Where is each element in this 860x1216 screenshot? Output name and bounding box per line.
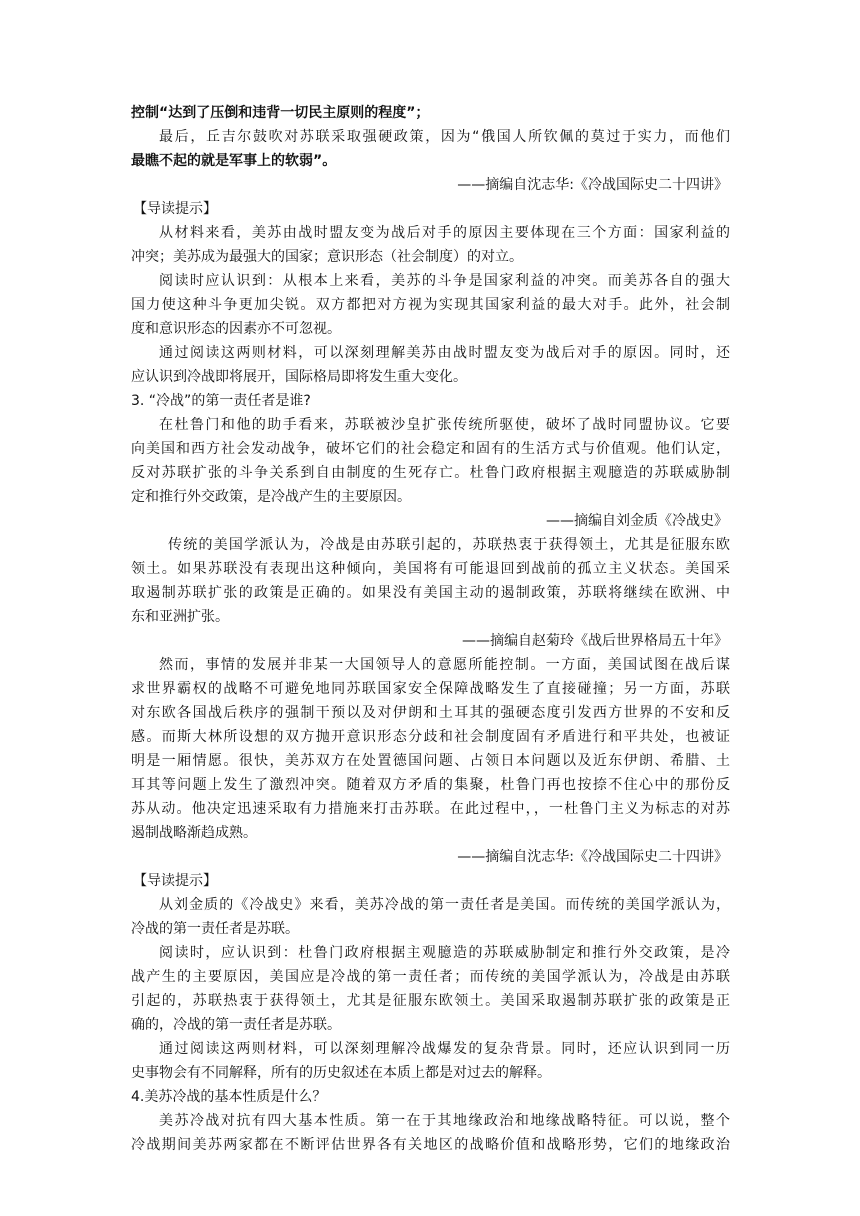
- text-line: 冷战的第一责任者是苏联。: [131, 921, 299, 937]
- text-line: 冲突；美苏成为最强大的国家；意识形态（社会制度）的对立。: [131, 249, 523, 265]
- text-line: 国力使这种斗争更加尖锐。双方都把对方视为实现其国家利益的最大对手。此外，社会制: [131, 297, 730, 313]
- text-line: 确的，冷战的第一责任者是苏联。: [131, 1017, 341, 1033]
- text-line: 控制“达到了压倒和违背一切民主原则的程度”；: [131, 105, 430, 121]
- text-line: 领土。如果苏联没有表现出这种倾向，美国将有可能退回到战前的孤立主义状态。美国采: [131, 561, 730, 577]
- text-line: 取遏制苏联扩张的政策是正确的。如果没有美国主动的遏制政策，苏联将继续在欧洲、中: [131, 585, 730, 601]
- text-line: 通过阅读这两则材料，可以深刻理解冷战爆发的复杂背景。同时，还应认识到同一历: [159, 1041, 730, 1057]
- text-line: 在杜鲁门和他的助手看来，苏联被沙皇扩张传统所驱使，破坏了战时同盟协议。它要: [159, 417, 730, 433]
- question-heading: 3. “冷战”的第一责任者是谁?: [131, 393, 311, 409]
- text-line: 定和推行外交政策，是冷战产生的主要原因。: [131, 489, 411, 505]
- text-line: 引起的，苏联热衷于获得领土，尤其是征服东欧领土。美国采取遏制苏联扩张的政策是正: [131, 993, 730, 1009]
- text-line: 应认识到冷战即将展开，国际格局即将发生重大变化。: [131, 369, 467, 385]
- text-line: 向美国和西方社会发动战争，破坏它们的社会稳定和固有的生活方式与价值观。他们认定，: [131, 441, 730, 457]
- text-line: 度和意识形态的因素亦不可忽视。: [131, 321, 341, 337]
- text-line: 东和亚洲扩张。: [131, 609, 229, 625]
- text-line: 苏从动。他决定迅速采取有力措施来打击苏联。在此过程中，，一杜鲁门主义为标志的对苏: [131, 801, 730, 817]
- text-line: 耳其等问题上发生了激烈冲突。随着双方矛盾的集聚，杜鲁门再也按捺不住心中的那份反: [131, 777, 730, 793]
- text-line: 传统的美国学派认为，冷战是由苏联引起的，苏联热衷于获得领土，尤其是征服东欧: [168, 537, 730, 553]
- text-line: 求世界霸权的战略不可避免地同苏联国家安全保障战略发生了直接碰撞；另一方面，苏联: [131, 681, 730, 697]
- source-citation: ——摘编自沈志华:《冷战国际史二十四讲》: [457, 849, 728, 865]
- text-line: 从刘金质的《冷战史》来看，美苏冷战的第一责任者是美国。而传统的美国学派认为，: [159, 897, 730, 913]
- text-line: 战产生的主要原因，美国应是冷战的第一责任者；而传统的美国学派认为，冷战是由苏联: [131, 969, 730, 985]
- text-line: 阅读时，应认识到：杜鲁门政府根据主观臆造的苏联威胁制定和推行外交政策，是冷: [159, 945, 730, 961]
- source-citation: ——摘编自沈志华:《冷战国际史二十四讲》: [457, 177, 728, 193]
- section-heading: 【导读提示】: [133, 201, 217, 217]
- text-line: 明是一厢情愿。很快，美苏双方在处置德国问题、占领日本问题以及近东伊朗、希腊、土: [131, 753, 730, 769]
- text-line: 最瞧不起的就是军事上的软弱”。: [131, 153, 337, 169]
- text-line: 对东欧各国战后秩序的强制干预以及对伊朗和土耳其的强硬态度引发西方世界的不安和反: [131, 705, 730, 721]
- text-line: 然而，事情的发展并非某一大国领导人的意愿所能控制。一方面，美国试图在战后谋: [159, 657, 730, 673]
- source-citation: ——摘编自刘金质《冷战史》: [546, 513, 728, 529]
- text-line: 最后，丘吉尔鼓吹对苏联采取强硬政策，因为“俄国人所钦佩的莫过于实力，而他们: [159, 129, 730, 145]
- section-heading: 【导读提示】: [133, 873, 217, 889]
- text-line: 阅读时应认识到：从根本上来看，美苏的斗争是国家利益的冲突。而美苏各自的强大: [159, 273, 730, 289]
- question-heading: 4.美苏冷战的基本性质是什么？: [131, 1089, 327, 1105]
- text-line: 美苏冷战对抗有四大基本性质。第一在于其地缘政治和地缘战略特征。可以说，整个: [159, 1113, 730, 1129]
- text-line: 通过阅读这两则材料，可以深刻理解美苏由战时盟友变为战后对手的原因。同时，还: [159, 345, 730, 361]
- text-line: 遏制战略渐趋成熟。: [131, 825, 257, 841]
- text-line: 反对苏联扩张的斗争关系到自由制度的生死存亡。杜鲁门政府根据主观臆造的苏联威胁制: [131, 465, 730, 481]
- text-line: 史事物会有不同解释，所有的历史叙述在本质上都是对过去的解释。: [131, 1065, 551, 1081]
- text-line: 感。而斯大林所设想的双方抛开意识形态分歧和社会制度固有矛盾进行和平共处，也被证: [131, 729, 730, 745]
- text-line: 从材料来看，美苏由战时盟友变为战后对手的原因主要体现在三个方面：国家利益的: [159, 225, 730, 241]
- text-line: 冷战期间美苏两家都在不断评估世界各有关地区的战略价值和战略形势，它们的地缘政治: [131, 1137, 730, 1153]
- source-citation: ——摘编自赵菊玲《战后世界格局五十年》: [462, 633, 728, 649]
